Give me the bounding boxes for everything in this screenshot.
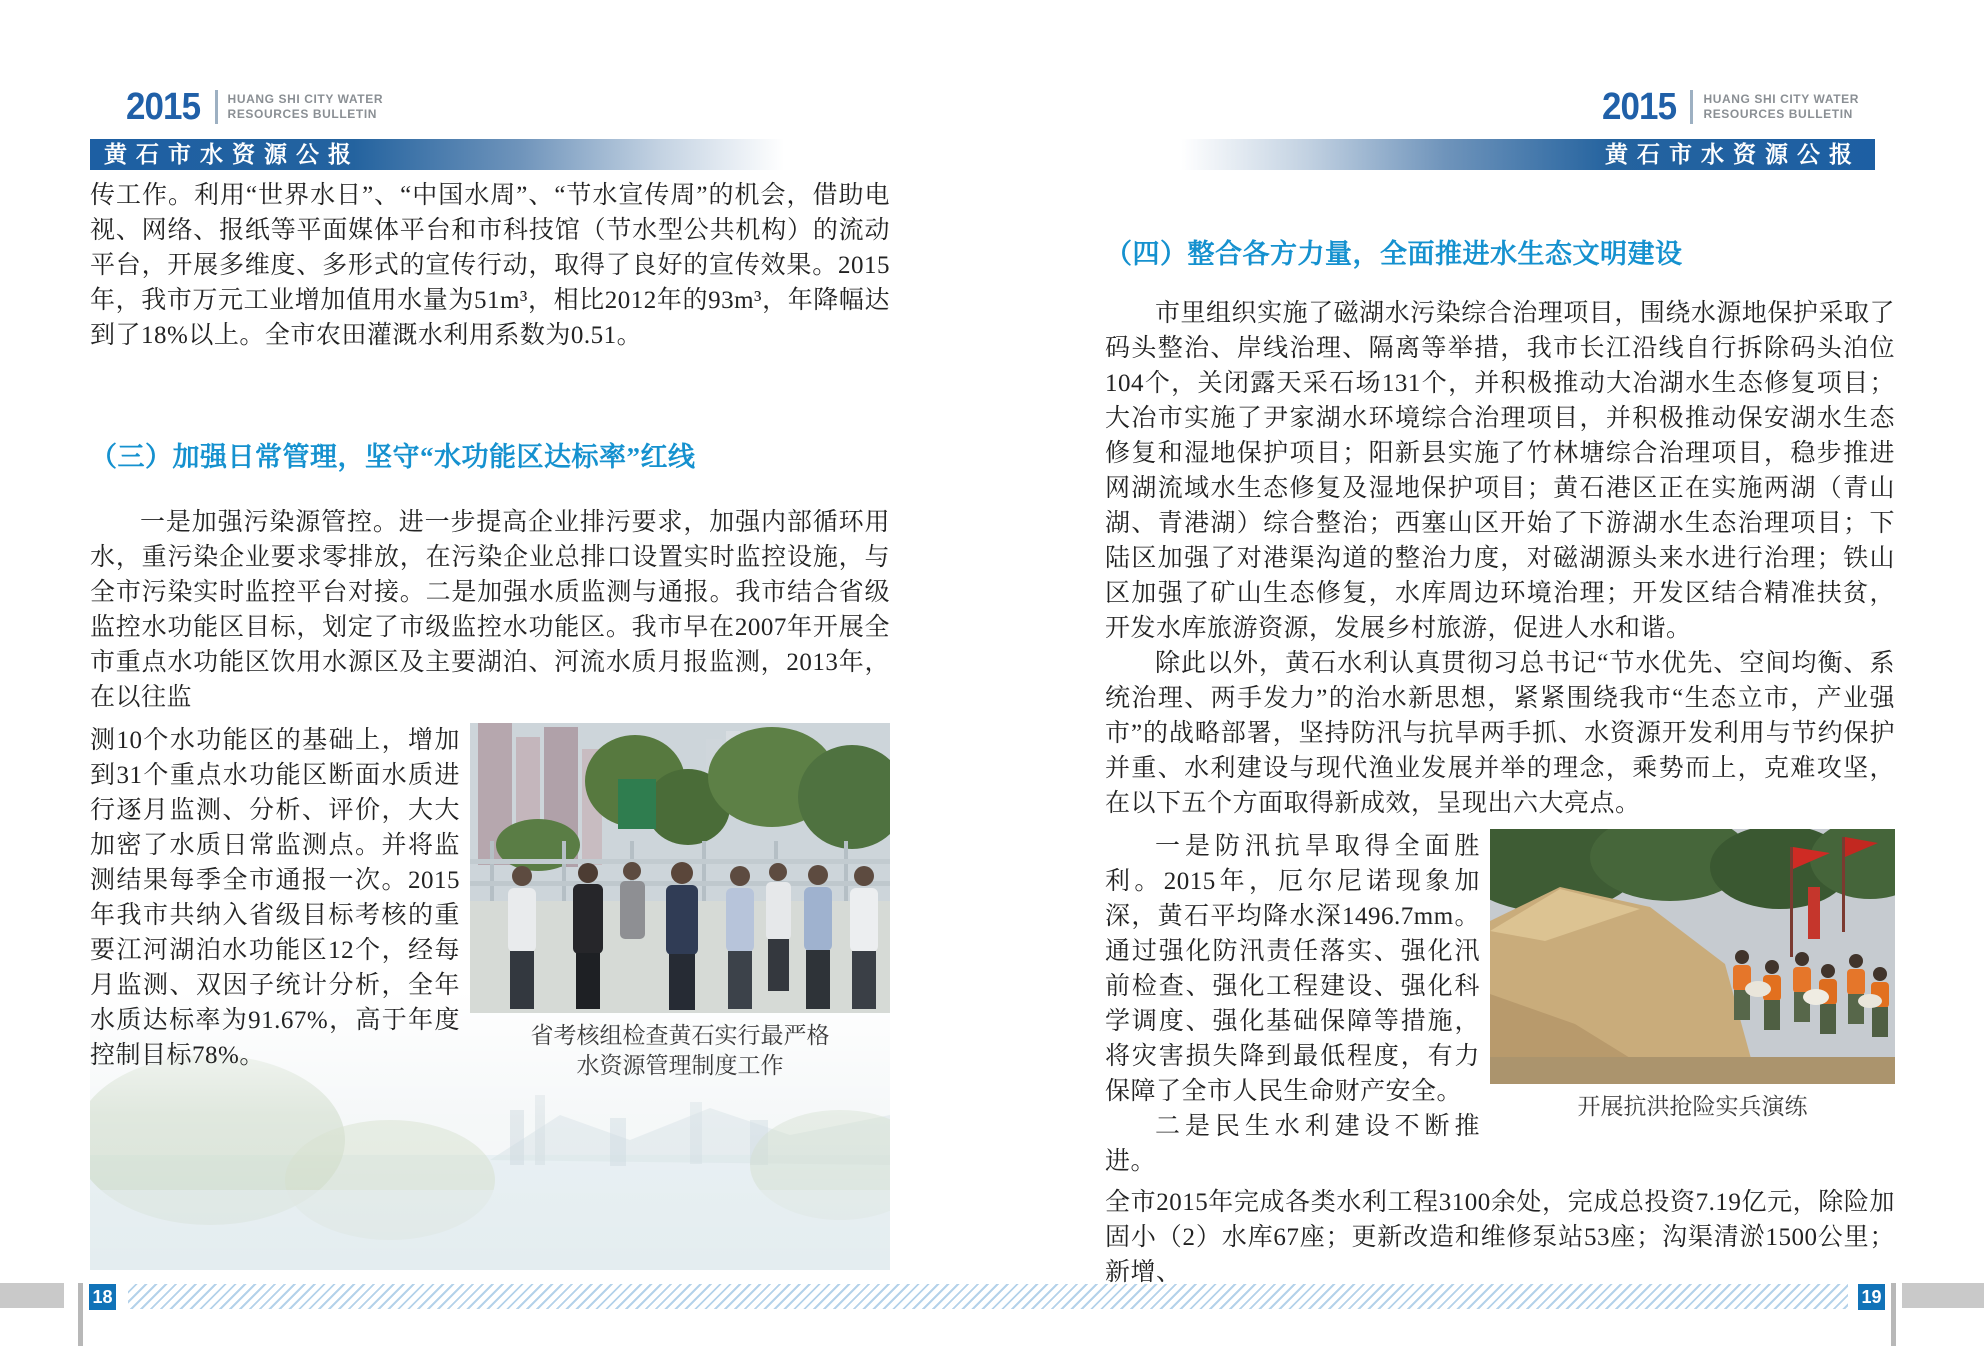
inspection-photo-caption (470, 1021, 890, 1081)
flood-drill-photo-image (1490, 829, 1895, 1084)
logo-subtitle (1703, 92, 1859, 122)
logo-subtitle (228, 92, 384, 122)
body-paragraph-4-rest: 全市2015年完成各类水利工程3100余处，完成总投资7.19亿元，除险加固小（2）水库67座；更新改造和维修泵站53座；沟渠清淤1500公里；新增、 (1105, 1189, 1895, 1286)
footer-corner-block-left (0, 1283, 64, 1308)
title-banner (1181, 139, 1875, 170)
logo-subtitle-line2: RESOURCES BULLETIN (227, 107, 378, 121)
logo-divider (1690, 90, 1693, 124)
body-paragraph-full: 一是加强污染源管控。进一步提高企业排污要求，加强内部循环用水，重污染企业要求零排放，在污染企业总排口设置实时监控设施，与全市污染实时监控平台对接。二是加强水质监测与通报。我市结合省级监控水功能区目标，划定了市级监控水功能区。我市早在2007年开展全市重点水功能区饮用水源区及主要湖泊、河流水质月报监测，2013年，在以往监 (90, 509, 890, 711)
logo-year: 2015 (1601, 85, 1676, 128)
title-banner (90, 139, 784, 170)
logo-divider (215, 90, 218, 124)
body-paragraph-1: 市里组织实施了磁湖水污染综合治理项目，围绕水源地保护采取了码头整治、岸线治理、隔离等举措，我市长江沿线自行拆除码头泊位104个，关闭露天采石场131个，并积极推动大冶湖水生态修复项目；大冶市实施了尹家湖水环境综合治理项目，并积极推动保安湖水生态修复和湿地保护项目；阳新县实施了竹林塘综合治理项目，稳步推进网湖流域水生态修复及湿地保护项目；黄石港区正在实施两湖（青山湖、青港湖）综合整治；西塞山区开始了下游湖水生态治理项目；下陆区加强了对港渠沟道的整治力度，对磁湖源头来水进行治理；铁山区加强了矿山生态修复，水库周边环境治理；开发区结合精准扶贫，开发水库旅游资源，发展乡村旅游，促进人水和谐。 (1105, 300, 1895, 642)
footer-corner-block-right (1902, 1283, 1984, 1308)
flood-drill-photo (1490, 829, 1895, 1122)
inspection-photo (470, 723, 890, 1081)
banner-text: 黄石市水资源公报 (1605, 141, 1861, 167)
body-paragraph-wrap: 测10个水功能区的基础上，增加到31个重点水功能区断面水质进行逐月监测、分析、评价，大大加密了水质日常监测点。并将监测结果每季全市通报一次。2015年我市共纳入省级目标考核的重要江河湖泊水功能区12个，经每月监测、双因子统计分析，全年水质达标率为91.67%，高于年度控制目标78%。 (90, 727, 460, 1069)
logo-subtitle-line1: HUANG SHI CITY WATER (227, 92, 384, 106)
section-heading-3: （三）加强日常管理，坚守“水功能区达标率”红线 (90, 442, 696, 472)
banner-text: 黄石市水资源公报 (104, 141, 360, 167)
logo-subtitle-line2: RESOURCES BULLETIN (1703, 107, 1853, 121)
intro-paragraph: 传工作。利用“世界水日”、“中国水周”、“节水宣传周”的机会，借助电视、网络、报纸等平面媒体平台和市科技馆（节水型公共机构）的流动平台，开展多维度、多形式的宣传行动，取得了良好的宣传效果。2015年，我市万元工业增加值用水量为51m³，相比2012年的93m³，年降幅达到了18%以上。全市农田灌溉水利用系数为0.51。 (90, 182, 890, 349)
header-logo (1105, 75, 1895, 139)
logo-year: 2015 (126, 85, 201, 128)
inspection-photo-image (470, 723, 890, 1013)
page-number-19: 19 (1858, 1284, 1885, 1310)
body-paragraph-3: 一是防汛抗旱取得全面胜利。2015年，厄尔尼诺现象加深，黄石平均降水深1496.7mm。通过强化防汛责任落实、强化汛前检查、强化工程建设、强化科学调度、强化基础保障等措施，将灾害损失降到最低程度，有力保障了全市人民生命财产安全。 (1105, 833, 1480, 1105)
flood-drill-photo-caption: 开展抗洪抢险实兵演练 (1577, 1094, 1808, 1119)
page-left (90, 75, 890, 1081)
text-photo-wrap (90, 723, 890, 1078)
footer-vertical-bar-left (78, 1283, 83, 1346)
footer-vertical-bar-right (1891, 1283, 1896, 1346)
section-heading-4: （四）整合各方力量，全面推进水生态文明建设 (1105, 239, 1683, 269)
text-photo-wrap (1105, 829, 1895, 1179)
page-number-18: 18 (89, 1284, 116, 1310)
body-paragraph-2: 除此以外，黄石水利认真贯彻习总书记“节水优先、空间均衡、系统治理、两手发力”的治水新思想，紧紧围绕我市“生态立市，产业强市”的战略部署，坚持防汛与抗旱两手抓、水资源开发利用与节约保护并重、水利建设与现代渔业发展并举的理念，乘势而上，克难攻坚，在以下五个方面取得新成效，呈现出六大亮点。 (1105, 650, 1895, 817)
caption-line1: 省考核组检查黄石实行最严格 (530, 1023, 830, 1048)
page-right (1105, 75, 1895, 1290)
header-logo (90, 75, 890, 139)
body-paragraph-4-lead: 二是民生水利建设不断推进。 (1105, 1113, 1480, 1175)
logo-subtitle-line1: HUANG SHI CITY WATER (1703, 92, 1859, 106)
caption-line2: 水资源管理制度工作 (576, 1053, 784, 1078)
